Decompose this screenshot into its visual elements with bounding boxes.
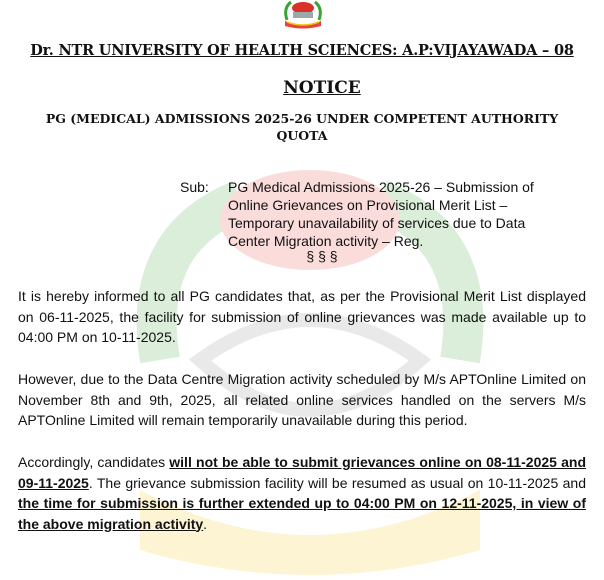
university-title: Dr. NTR UNIVERSITY OF HEALTH SCIENCES: A.P:VIJAYAWADA – 08 xyxy=(30,42,574,59)
subject-text: PG Medical Admissions 2025-26 – Submission of Online Grievances on Provisional Merit List – Temporary unavailability of services due to Data Center Migration activity – Reg. xyxy=(228,179,534,249)
subject-line xyxy=(180,178,570,250)
section-mark: § § § xyxy=(306,248,338,264)
p3-text-2: . The grievance submission facility will be resumed as usual on 10-11-2025 and xyxy=(88,474,586,491)
p3-emphasis-2: the time for submission is further extended up to 04:00 PM on 12-11-2025, in view of the above migration activity xyxy=(18,495,586,532)
notice-heading: NOTICE xyxy=(283,78,361,98)
notice-subtitle: PG (MEDICAL) ADMISSIONS 2025-26 UNDER COMPETENT AUTHORITY QUOTA xyxy=(45,111,559,143)
p3-text-3: . xyxy=(203,515,208,532)
p3-emphasis-1: will not be able to submit grievances online on 08-11-2025 and 09-11-2025 xyxy=(18,454,586,491)
subject-label: Sub: xyxy=(180,179,209,195)
university-logo xyxy=(281,0,325,29)
paragraph-2: However, due to the Data Centre Migration activity scheduled by M/s APTOnline Limited on November 8th and 9th, 2025, all related online services handled on the servers M/s APTOnline Limited will remain temporarily unavailable during this period. xyxy=(18,371,586,428)
paragraph-3 xyxy=(18,452,586,534)
p3-text-1: Accordingly, candidates xyxy=(18,454,170,470)
paragraph-1: It is hereby informed to all PG candidates that, as per the Provisional Merit List displayed on 06-11-2025, the facility for submission of online grievances was made available up to 04:00 PM on 10-11-2025. xyxy=(18,288,586,345)
